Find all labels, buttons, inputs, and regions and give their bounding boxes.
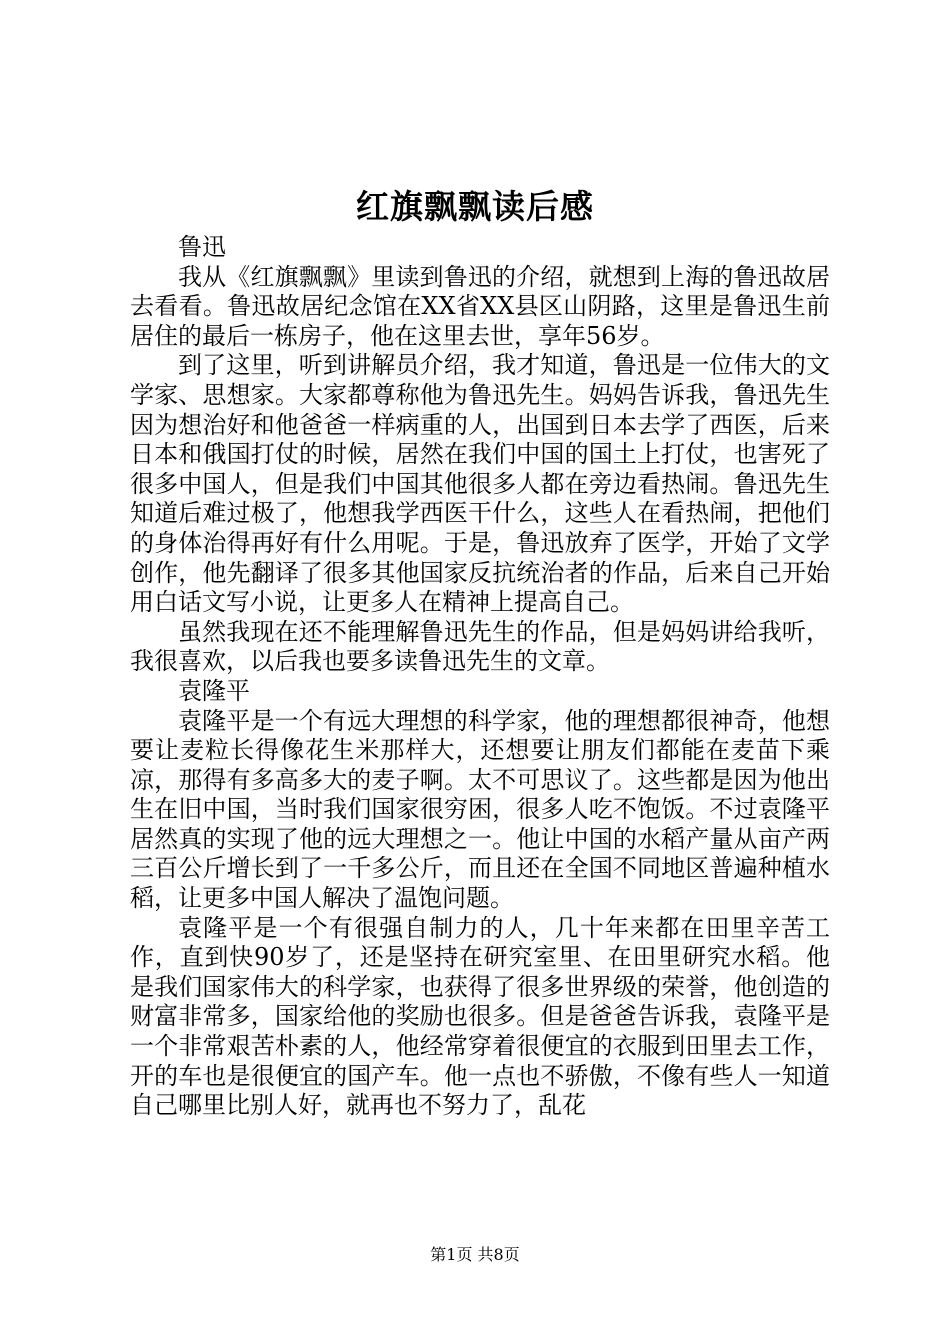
document-body	[130, 233, 830, 1121]
page-total: 共8页	[477, 1245, 520, 1264]
paragraph: 我从《红旗飘飘》里读到鲁迅的介绍，就想到上海的鲁迅故居去看看。鲁迅故居纪念馆在XX省XX县区山阴路，这里是鲁迅生前居住的最后一栋房子，他在这里去世，享年56岁。	[130, 262, 830, 350]
paragraph: 袁隆平是一个有远大理想的科学家，他的理想都很神奇，他想要让麦粒长得像花生米那样大，还想要让朋友们都能在麦苗下乘凉，那得有多高多大的麦子啊。太不可思议了。这些都是因为他出生在旧中国，当时我们国家很穷困，很多人吃不饱饭。不过袁隆平居然真的实现了他的远大理想之一。他让中国的水稻产量从亩产两三百公斤增长到了一千多公斤，而且还在全国不同地区普遍种植水稻，让更多中国人解决了温饱问题。	[130, 706, 830, 913]
section-heading-yuanlongping: 袁隆平	[178, 676, 250, 705]
paragraph: 虽然我现在还不能理解鲁迅先生的作品，但是妈妈讲给我听，我很喜欢，以后我也要多读鲁迅先生的文章。	[130, 617, 830, 676]
section-heading-luxun: 鲁迅	[178, 233, 226, 261]
page-footer	[0, 1244, 950, 1266]
page-number: 第1页	[430, 1245, 473, 1264]
paragraph: 袁隆平是一个有很强自制力的人，几十年来都在田里辛苦工作，直到快90岁了，还是坚持在研究室里、在田里研究水稻。他是我们国家伟大的科学家，也获得了很多世界级的荣誉，他创造的财富非常多，国家给他的奖励也很多。但是爸爸告诉我，袁隆平是一个非常艰苦朴素的人，他经常穿着很便宜的衣服到田里去工作，开的车也是很便宜的国产车。他一点也不骄傲，不像有些人一知道自己哪里比别人好，就再也不努力了，乱花	[130, 913, 830, 1120]
document-title: 红旗飘飘读后感	[356, 187, 594, 226]
paragraph: 到了这里，听到讲解员介绍，我才知道，鲁迅是一位伟大的文学家、思想家。大家都尊称他为鲁迅先生。妈妈告诉我，鲁迅先生因为想治好和他爸爸一样病重的人，出国到日本去学了西医，后来日本和俄国打仗的时候，居然在我们中国的国土上打仗，也害死了很多中国人，但是我们中国其他很多人都在旁边看热闹。鲁迅先生知道后难过极了，他想我学西医干什么，这些人在看热闹，把他们的身体治得再好有什么用呢。于是，鲁迅放弃了医学，开始了文学创作，他先翻译了很多其他国家反抗统治者的作品，后来自己开始用白话文写小说，让更多人在精神上提高自己。	[130, 351, 830, 617]
